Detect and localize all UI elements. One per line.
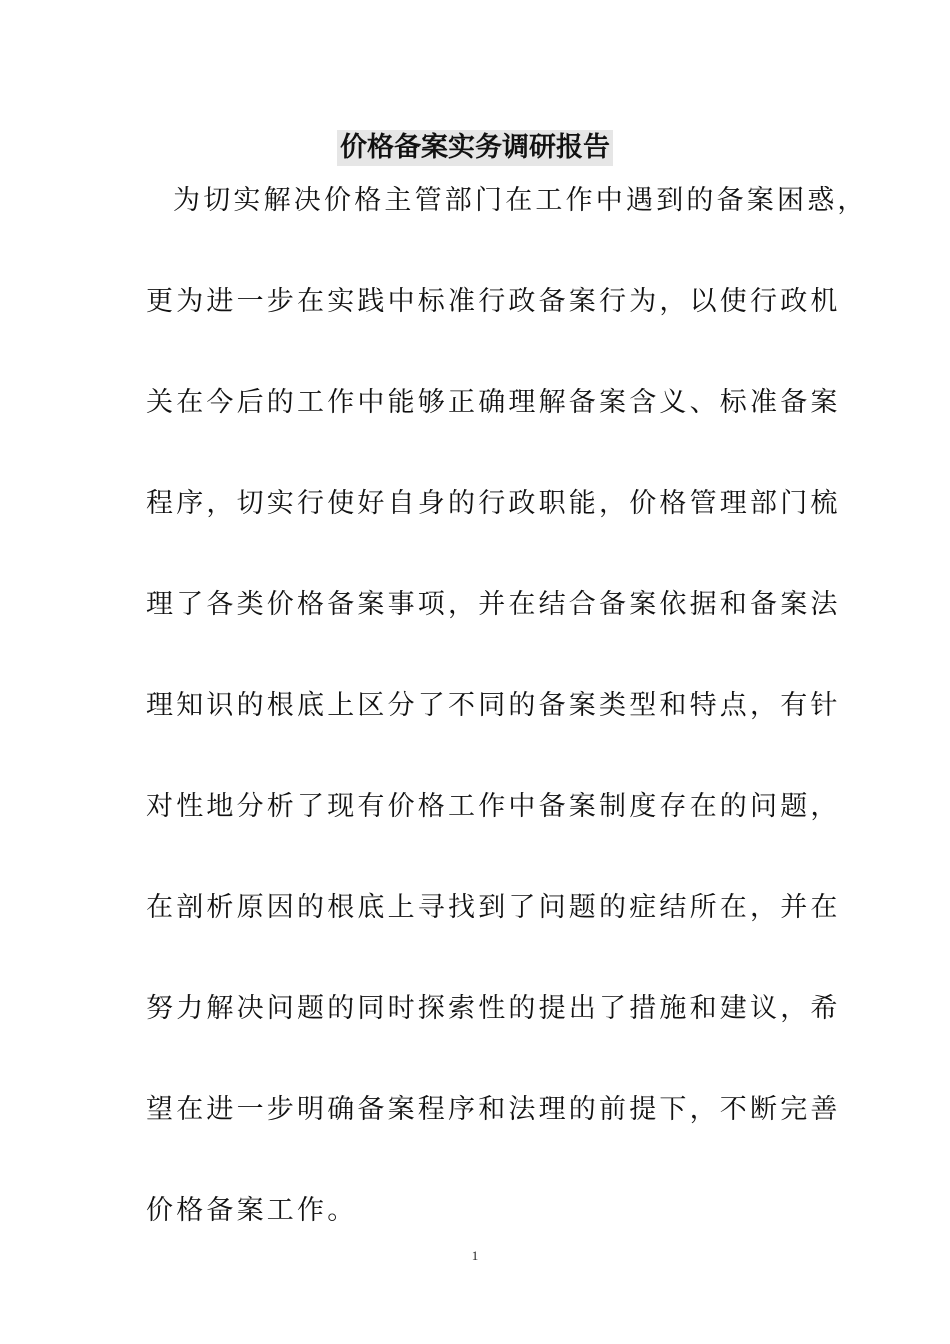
paragraph-line: 为切实解决价格主管部门在工作中遇到的备案困惑， <box>173 185 868 216</box>
page-number: 1 <box>471 1248 479 1263</box>
paragraph-line: 理知识的根底上区分了不同的备案类型和特点，有针 <box>146 690 841 721</box>
body-paragraph <box>146 178 868 1289</box>
paragraph-line: 在剖析原因的根底上寻找到了问题的症结所在，并在 <box>146 892 841 923</box>
paragraph-line: 理了各类价格备案事项，并在结合备案依据和备案法 <box>146 589 841 620</box>
paragraph-line: 对性地分析了现有价格工作中备案制度存在的问题， <box>146 791 841 822</box>
paragraph-line: 程序，切实行使好自身的行政职能，价格管理部门梳 <box>146 488 841 519</box>
document-title: 价格备案实务调研报告 <box>337 130 613 166</box>
paragraph-line: 关在今后的工作中能够正确理解备案含义、标准备案 <box>146 387 841 418</box>
paragraph-line: 努力解决问题的同时探索性的提出了措施和建议，希 <box>146 993 841 1024</box>
paragraph-line: 更为进一步在实践中标准行政备案行为，以使行政机 <box>146 286 841 317</box>
title-container <box>0 130 950 166</box>
paragraph-line: 望在进一步明确备案程序和法理的前提下，不断完善 <box>146 1094 841 1125</box>
paragraph-line: 价格备案工作。 <box>146 1195 358 1226</box>
